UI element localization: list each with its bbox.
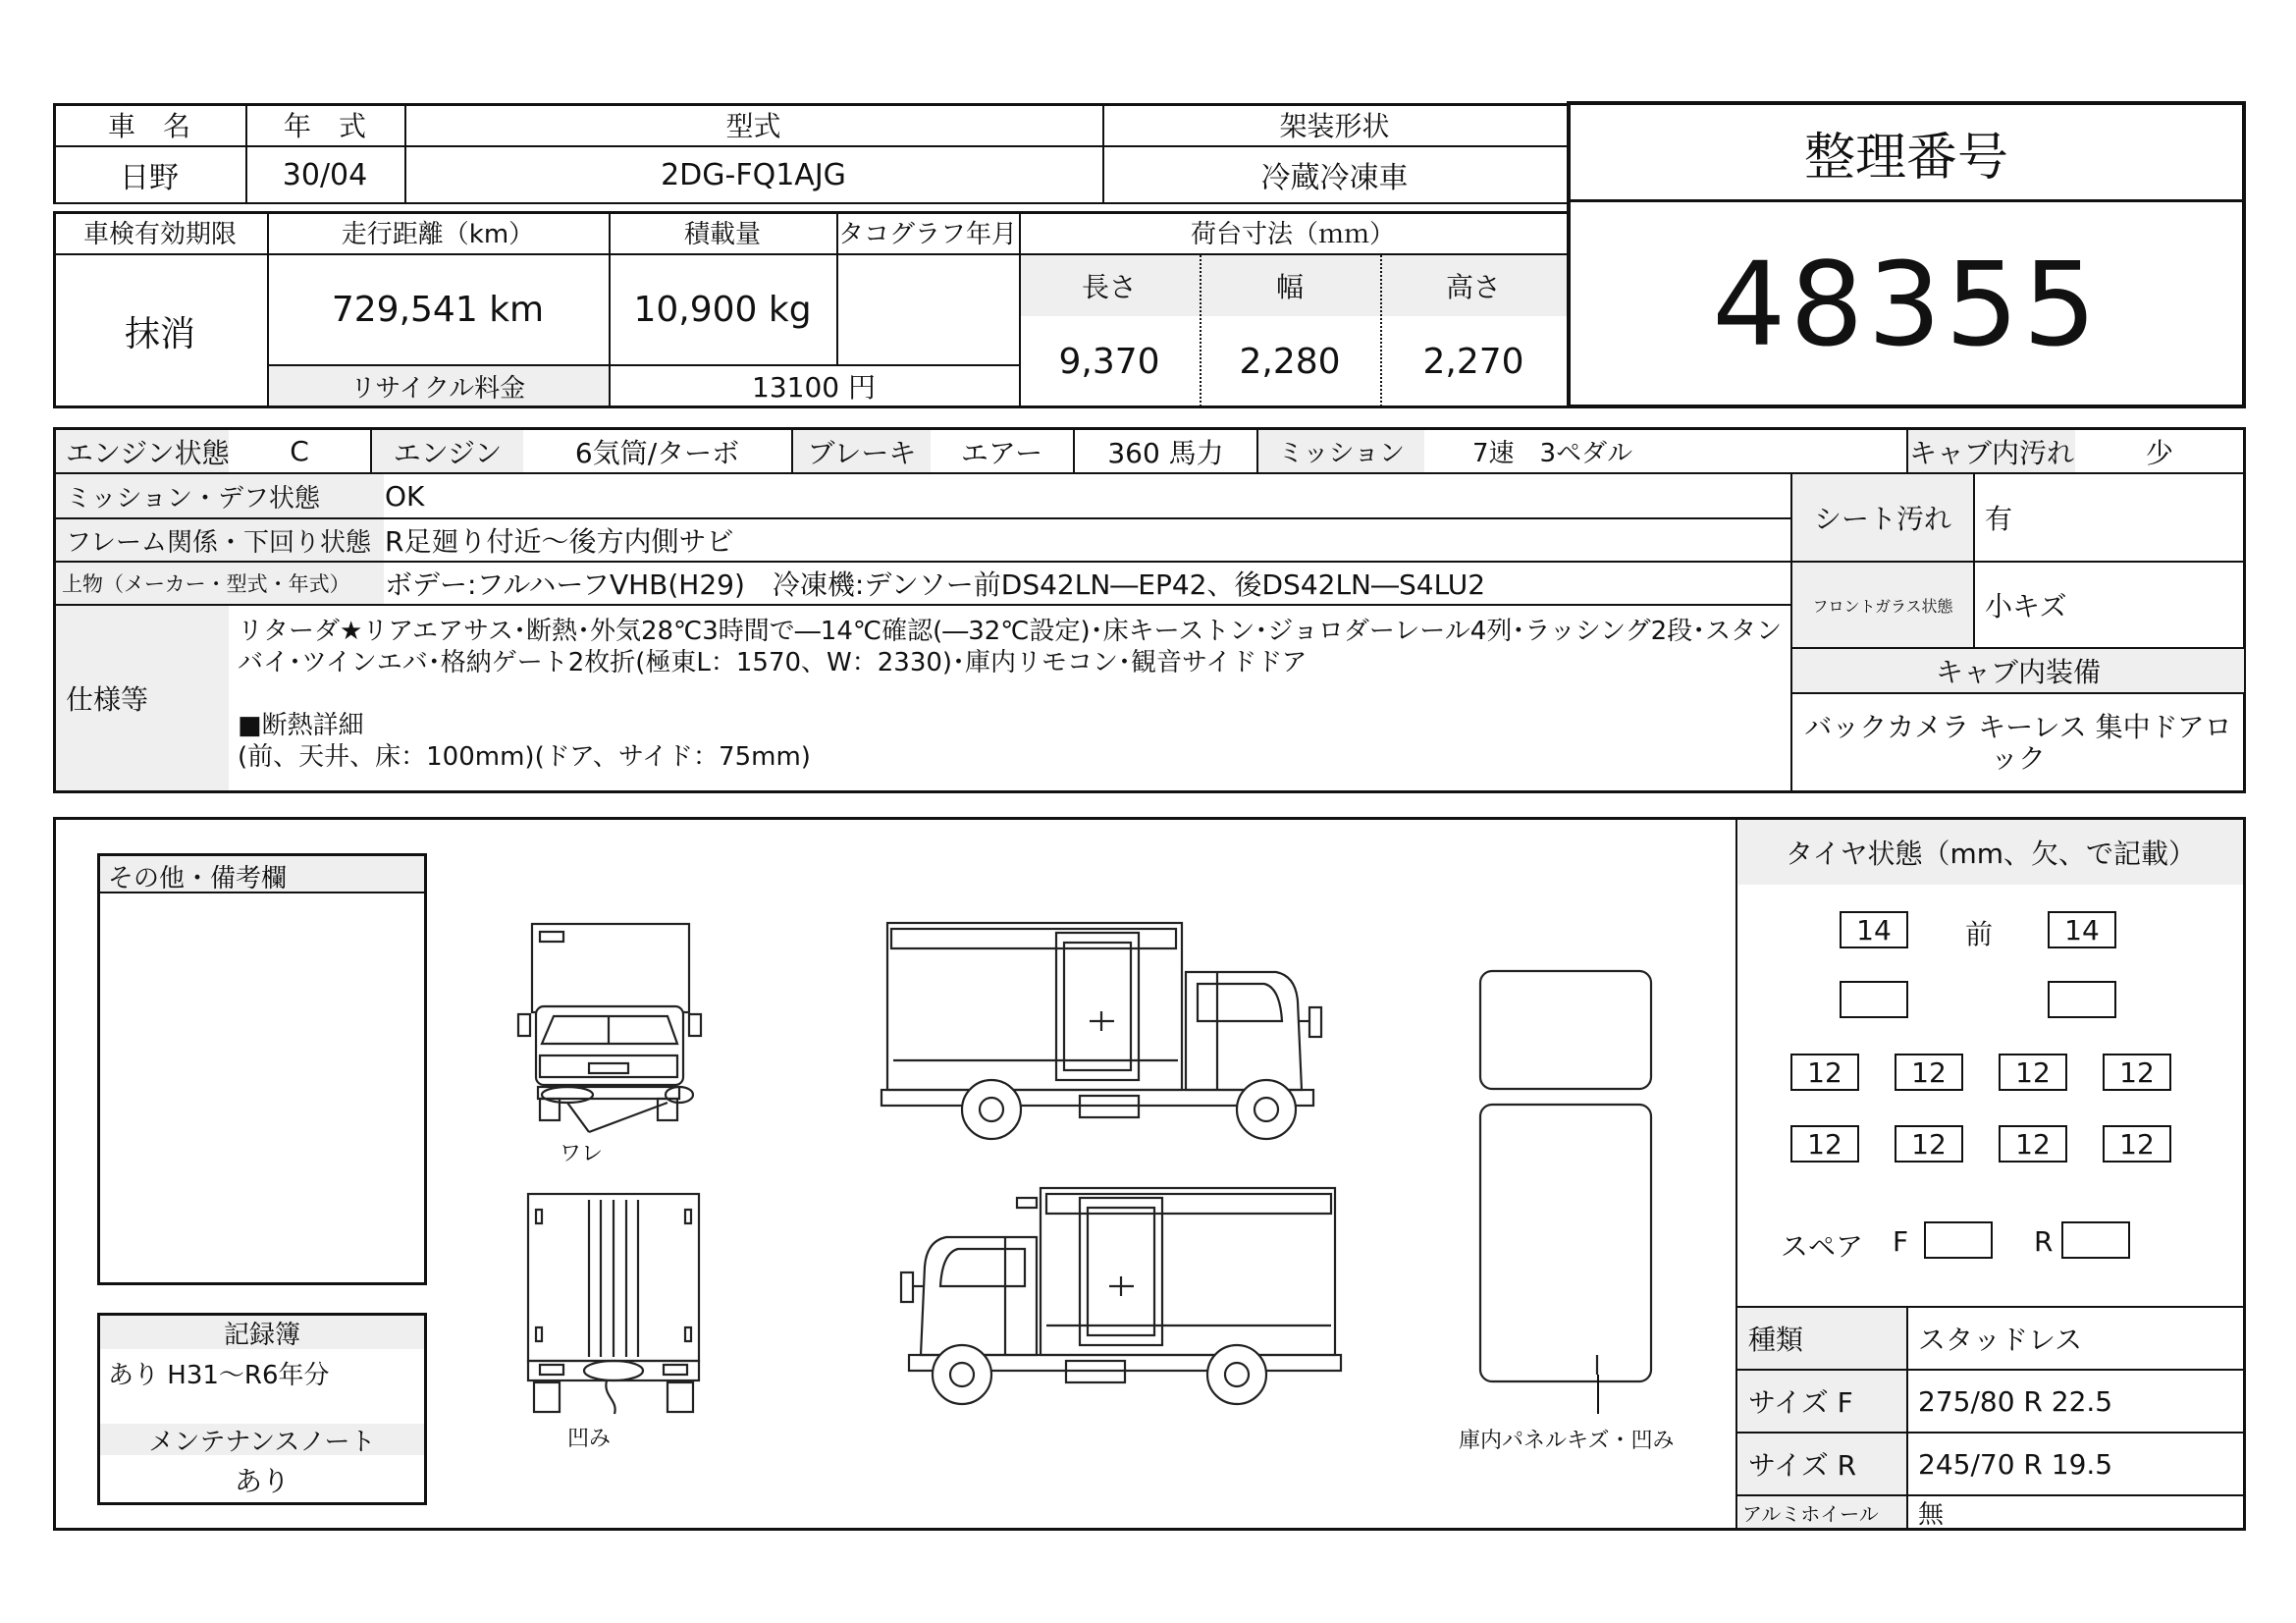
recycle-fee-value: 13100 円: [752, 371, 876, 404]
tire-row4-1: 12: [1790, 1125, 1859, 1163]
tire-row3-1: 12: [1790, 1054, 1859, 1091]
car-name-label: 車 名: [107, 109, 190, 142]
record-book-label: 記録簿: [223, 1320, 300, 1350]
upper-body-label: 上物（メーカー・型式・年式）: [62, 572, 350, 596]
cab-equipment-line-2: ック: [1990, 742, 2046, 775]
windshield-value: 小キズ: [1985, 590, 2067, 622]
maintenance-note-label: メンテナンスノート: [148, 1427, 376, 1457]
height-value: 2,270: [1422, 341, 1524, 382]
engine-label: エンジン: [393, 436, 503, 469]
size-f-value: 275/80 R 22.5: [1918, 1384, 2113, 1418]
mileage-value: 729,541 km: [331, 290, 545, 330]
upper-body-value: ボデー:フルハーフVHB(H29) 冷凍機:デンソー前DS42LN―EP42、後DS42LN―S4LU2: [385, 568, 1486, 601]
cab-equipment-line-1: バックカメラ キーレス 集中ドアロ: [1804, 711, 2232, 743]
size-r-value: 245/70 R 19.5: [1918, 1447, 2113, 1481]
remarks-box: [97, 853, 427, 1285]
spec-line-3: ■断熱詳細: [238, 711, 364, 740]
engine-condition-value: C: [290, 435, 309, 467]
alloy-wheel-label: アルミホイール: [1742, 1501, 1879, 1526]
bed-dimensions-label: 荷台寸法（ｍｍ）: [1190, 220, 1395, 249]
engine-condition-label: エンジン状態: [66, 436, 230, 469]
truck-front-view: [510, 918, 707, 1144]
mission-value: 7速 3ペダル: [1472, 439, 1633, 468]
truck-right-side-view: [874, 1178, 1355, 1414]
panel-damage-note: 庫内パネルキズ・凹み: [1459, 1429, 1675, 1453]
tire-row3-3: 12: [1999, 1054, 2067, 1091]
year-value: 30/04: [282, 157, 368, 192]
spec-line-4: (前、天井、床：100mm)(ドア、サイド：75mm): [238, 742, 811, 772]
load-value: 10,900 kg: [633, 290, 812, 330]
spare-label: スペア: [1781, 1230, 1864, 1263]
brake-value: エアー: [960, 436, 1043, 469]
spec-line-2: バイ･ツインエバ･格納ゲート2枚折(極東L：1570、W：2330)･庫内リモコン･観音サイドドア: [238, 648, 1308, 677]
model-value: 2DG-FQ1AJG: [661, 157, 846, 192]
tire-row3-4: 12: [2103, 1054, 2171, 1091]
body-type-label: 架装形状: [1279, 109, 1390, 142]
reference-number: 48355: [1712, 237, 2101, 372]
frame-value: R足廻り付近～後方内側サビ: [385, 525, 734, 558]
tacho-label: タコグラフ年月: [837, 220, 1017, 249]
tacho-value: [836, 255, 1019, 364]
width-label: 幅: [1275, 271, 1304, 303]
tire-row4-2: 12: [1895, 1125, 1963, 1163]
remarks-label: その他・備考欄: [108, 864, 288, 893]
spare-r-label: R: [2034, 1225, 2054, 1258]
spec-line-1: リターダ★リアエアサス･断熱･外気28℃3時間で―14℃確認(―32℃設定)･床キーストン･ジョロダーレール4列･ラッシング2段･スタン: [238, 617, 1783, 646]
size-f-label: サイズ F: [1748, 1386, 1853, 1419]
tire-front-left: 14: [1840, 911, 1908, 948]
inspection-value: 抹消: [124, 313, 195, 354]
cab-dirt-value: 少: [2145, 436, 2173, 469]
recycle-fee-label: リサイクル料金: [349, 373, 526, 404]
spare-r-box: [2061, 1221, 2130, 1259]
mission-def-label: ミッション・デフ状態: [66, 483, 320, 514]
spare-f-box: [1924, 1221, 1993, 1259]
tire-type-value: スタッドレス: [1918, 1324, 2083, 1356]
size-r-label: サイズ R: [1748, 1449, 1857, 1482]
mission-label: ミッション: [1278, 439, 1405, 468]
tire-type-label: 種類: [1748, 1324, 1804, 1356]
front-damage-note: ワレ: [560, 1142, 604, 1166]
record-book-value: あり H31～R6年分: [108, 1361, 330, 1390]
truck-top-view: [1472, 967, 1659, 1389]
height-label: 高さ: [1445, 271, 1501, 303]
alloy-wheel-value: 無: [1918, 1499, 1945, 1530]
spec-label: 仕様等: [66, 683, 149, 716]
truck-left-side-view: [874, 913, 1355, 1149]
tire-front-right: 14: [2048, 911, 2116, 948]
car-name-value: 日野: [120, 161, 179, 195]
horsepower-value: 360 馬力: [1107, 436, 1224, 469]
front-label: 前: [1965, 918, 1994, 950]
cab-equipment-label: キャブ内装備: [1935, 656, 2101, 688]
length-label: 長さ: [1081, 271, 1137, 303]
width-value: 2,280: [1239, 341, 1341, 382]
rear-damage-note: 凹み: [567, 1427, 612, 1451]
mileage-label: 走行距離（km）: [341, 220, 535, 249]
maintenance-note-value: あり: [234, 1465, 290, 1497]
spare-f-label: F: [1893, 1225, 1909, 1258]
engine-value: 6気筒/ターボ: [574, 436, 740, 469]
length-value: 9,370: [1058, 341, 1160, 382]
truck-rear-view: [520, 1190, 707, 1426]
load-label: 積載量: [683, 220, 761, 249]
tire-row2-right: [2048, 981, 2116, 1018]
seat-dirt-label: シート汚れ: [1813, 503, 1951, 535]
brake-label: ブレーキ: [807, 436, 917, 469]
tire-condition-title: タイヤ状態（mm、欠、で記載）: [1786, 838, 2196, 870]
tire-row4-3: 12: [1999, 1125, 2067, 1163]
mission-def-value: OK: [385, 479, 425, 513]
inspection-label: 車検有効期限: [82, 220, 237, 249]
model-label: 型式: [725, 109, 781, 142]
cab-dirt-label: キャブ内汚れ: [1908, 436, 2074, 469]
tire-row3-2: 12: [1895, 1054, 1963, 1091]
tire-row4-4: 12: [2103, 1125, 2171, 1163]
frame-label: フレーム関係・下回り状態: [66, 527, 371, 558]
windshield-label: フロントガラス状態: [1812, 596, 1953, 616]
seat-dirt-value: 有: [1985, 503, 2013, 535]
body-type-value: 冷蔵冷凍車: [1260, 161, 1409, 195]
year-label: 年 式: [283, 109, 366, 142]
reference-number-label: 整理番号: [1803, 128, 2008, 188]
tire-row2-left: [1840, 981, 1908, 1018]
